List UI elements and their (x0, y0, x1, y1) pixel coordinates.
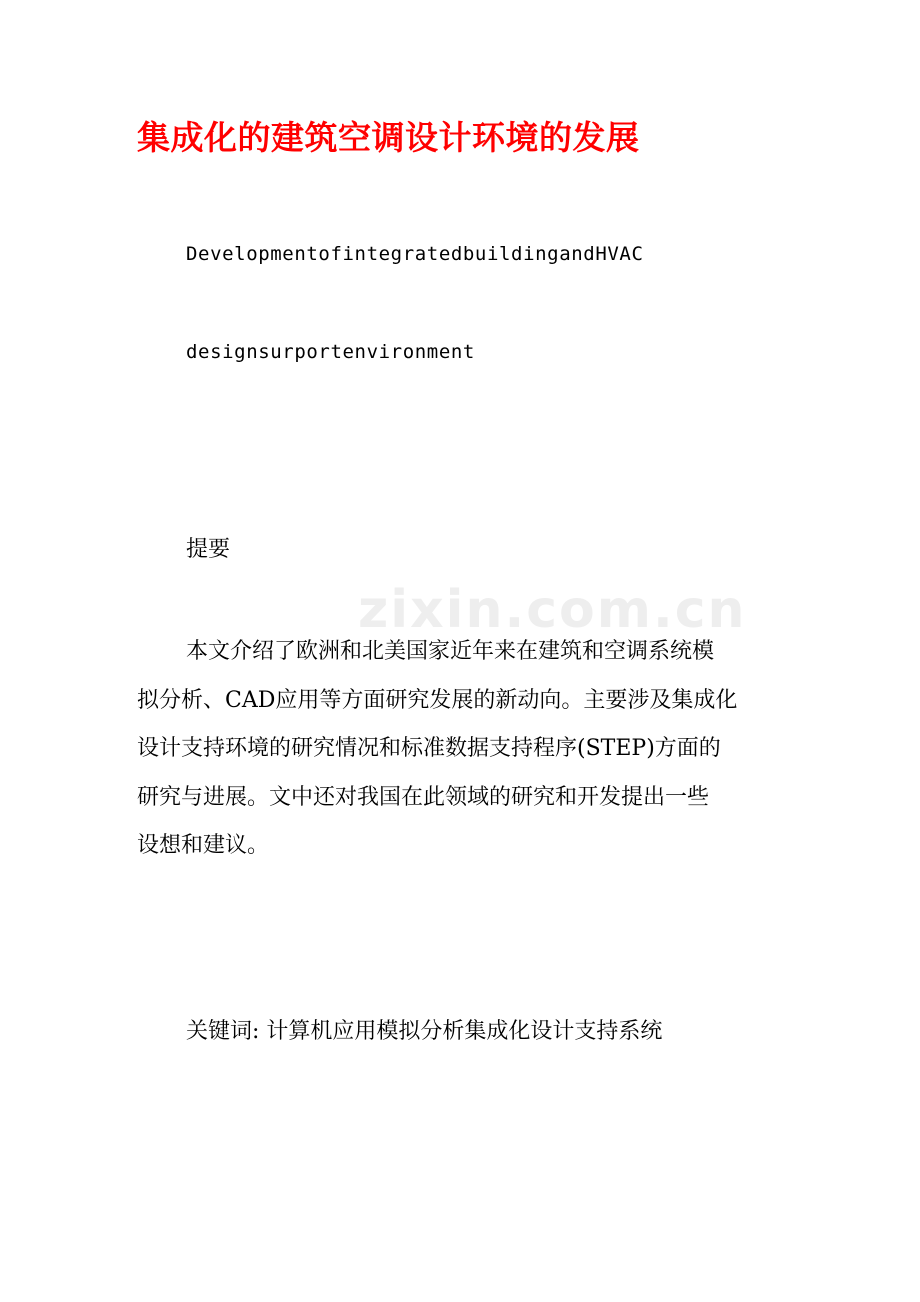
abstract-line: 设计支持环境的研究情况和标准数据支持程序(STEP)方面的 (137, 736, 721, 761)
english-title-line-2: designsurportenvironment (186, 341, 475, 363)
watermark: zixin.com.cn (358, 580, 747, 640)
abstract-line: 设想和建议。 (137, 833, 270, 858)
abstract-line: 研究与进展。文中还对我国在此领域的研究和开发提出一些 (137, 784, 710, 810)
abstract-line: 拟分析、CAD应用等方面研究发展的新动向。主要涉及集成化 (137, 687, 738, 713)
english-title-line-1: DevelopmentofintegratedbuildingandHVAC (186, 243, 644, 265)
abstract-line: 本文介绍了欧洲和北美国家近年来在建筑和空调系统模 (186, 639, 715, 664)
document-title: 集成化的建筑空调设计环境的发展 (137, 118, 640, 157)
abstract-paragraph (137, 628, 789, 871)
keywords-line: 关键词: 计算机应用模拟分析集成化设计支持系统 (186, 1019, 663, 1044)
abstract-heading: 提要 (186, 537, 231, 562)
